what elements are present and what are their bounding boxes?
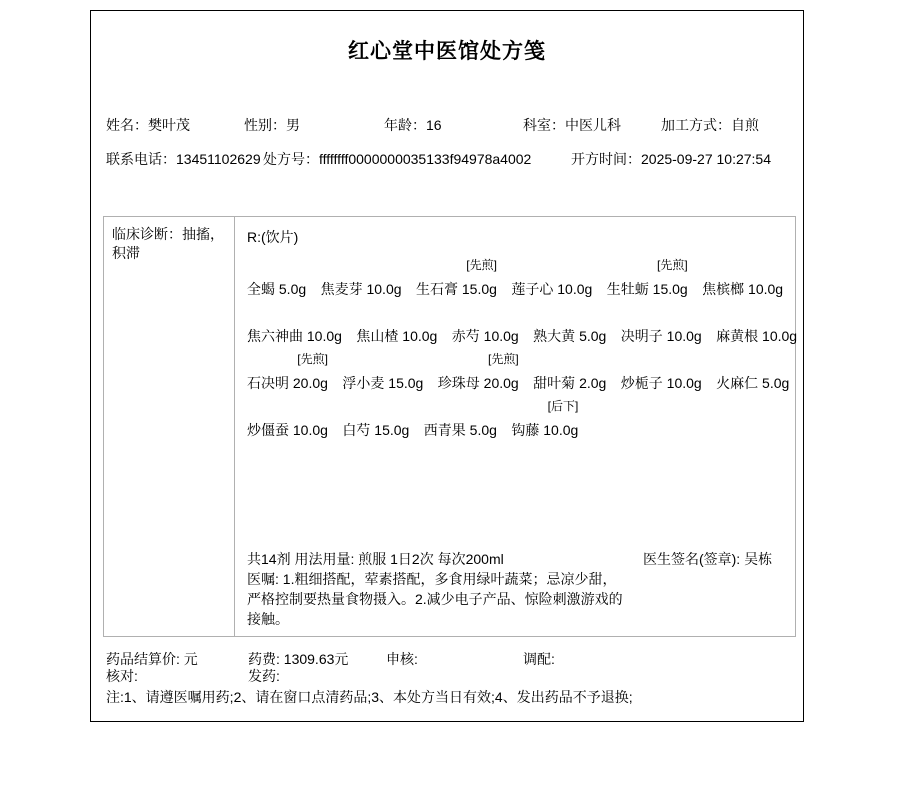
field-check bbox=[106, 668, 138, 684]
medicine-dose: 10.0g bbox=[402, 328, 438, 344]
field-value: 自煎 bbox=[731, 117, 759, 133]
decoction-note bbox=[702, 255, 783, 277]
clinical-diagnosis bbox=[104, 217, 235, 636]
field-value: 男 bbox=[286, 117, 300, 133]
medicine-list bbox=[247, 255, 807, 443]
doctor-name: 吴栋 bbox=[744, 551, 773, 567]
decoction-note bbox=[424, 396, 497, 418]
medicine-name: 麻黄根 bbox=[716, 328, 759, 344]
medicine-dose: 10.0g bbox=[366, 281, 402, 297]
field-value: 16 bbox=[426, 117, 442, 133]
medicine-name: 焦山楂 bbox=[356, 328, 399, 344]
decoction-note bbox=[716, 302, 797, 324]
field-value: 1309.63元 bbox=[283, 651, 349, 667]
field-age bbox=[384, 117, 442, 133]
medicine-item bbox=[342, 396, 409, 443]
doctor-advice: 医嘱: 1.粗细搭配，荤素搭配，多食用绿叶蔬菜；忌凉少甜，严格控制要热量食物摄入。2.减少电子产品、惊险刺激游戏的接触。 bbox=[247, 571, 623, 627]
medicine-item bbox=[247, 255, 306, 302]
decoction-note bbox=[452, 302, 519, 324]
medicine-name: 莲子心 bbox=[511, 281, 554, 297]
field-value: 2025-09-27 10:27:54 bbox=[641, 151, 771, 167]
medicine-dose: 10.0g bbox=[748, 281, 784, 297]
decoction-note bbox=[511, 255, 592, 277]
medicine-dose: 10.0g bbox=[483, 328, 519, 344]
field-dispense-prepare bbox=[523, 651, 555, 667]
field-dispense bbox=[248, 668, 280, 684]
page-title: 红心堂中医馆处方笺 bbox=[348, 40, 546, 63]
medicine-item bbox=[702, 255, 783, 302]
rx-cell bbox=[235, 217, 817, 636]
medicine-item bbox=[607, 255, 688, 302]
medicine-item bbox=[356, 302, 437, 349]
medicine-dose: 20.0g bbox=[483, 375, 519, 391]
field-label: 发药: bbox=[248, 668, 280, 684]
field-label: 科室： bbox=[523, 117, 565, 133]
field-phone bbox=[106, 151, 261, 167]
field-settlement-price bbox=[106, 651, 198, 667]
decoction-note: [先煎] bbox=[297, 352, 328, 366]
medicine-item bbox=[416, 255, 497, 302]
decoction-note bbox=[321, 255, 402, 277]
medicine-item bbox=[511, 255, 592, 302]
decoction-note bbox=[716, 349, 789, 371]
medicine-row bbox=[247, 349, 807, 396]
field-value: 13451102629 bbox=[176, 151, 261, 167]
medicine-dose: 10.0g bbox=[557, 281, 593, 297]
field-prescription-number bbox=[263, 151, 531, 167]
field-label: 处方号： bbox=[263, 151, 319, 167]
medicine-name: 炒栀子 bbox=[620, 375, 663, 391]
field-gender bbox=[244, 117, 300, 133]
medicine-name: 西青果 bbox=[423, 422, 466, 438]
medicine-dose: 20.0g bbox=[292, 375, 328, 391]
medicine-item bbox=[511, 396, 578, 443]
medicine-dose: 10.0g bbox=[762, 328, 798, 344]
decoction-note bbox=[342, 396, 409, 418]
decoction-note: [先煎] bbox=[488, 352, 519, 366]
rx-header: R:(饮片) bbox=[247, 229, 299, 245]
prescription-sheet bbox=[90, 10, 804, 722]
total-doses: 共14剂 bbox=[247, 551, 291, 567]
field-department bbox=[523, 117, 621, 133]
field-label: 开方时间： bbox=[571, 151, 641, 167]
medicine-name: 决明子 bbox=[620, 328, 663, 344]
doctor-signature-label: 医生签名(签章): bbox=[642, 551, 741, 567]
medicine-item bbox=[621, 349, 702, 396]
usage-line bbox=[247, 549, 807, 569]
diagnosis-value: 抽搐，积滞 bbox=[112, 226, 224, 261]
medicine-item bbox=[321, 255, 402, 302]
medicine-item bbox=[533, 302, 606, 349]
medicine-dose: 2.0g bbox=[579, 375, 607, 391]
medicine-name: 石决明 bbox=[247, 375, 289, 391]
field-label: 加工方式： bbox=[661, 117, 731, 133]
decoction-note: [先煎] bbox=[466, 258, 497, 272]
medicine-name: 浮小麦 bbox=[342, 375, 385, 391]
decoction-note bbox=[342, 349, 423, 371]
field-prescribe-time bbox=[571, 151, 771, 167]
field-label: 调配: bbox=[523, 651, 555, 667]
decoction-note bbox=[247, 302, 342, 324]
medicine-name: 生石膏 bbox=[415, 281, 458, 297]
medicine-dose: 5.0g bbox=[278, 281, 307, 297]
medicine-name: 火麻仁 bbox=[716, 375, 759, 391]
medicine-item bbox=[533, 349, 606, 396]
decoction-note bbox=[533, 302, 606, 324]
usage-value: 煎服 1日2次 每次200ml bbox=[358, 551, 504, 567]
field-value: ffffffff0000000035133f94978a4002 bbox=[319, 151, 532, 167]
decoction-note bbox=[247, 255, 306, 277]
decoction-note: [先煎] bbox=[657, 258, 688, 272]
field-value: 中医儿科 bbox=[565, 117, 621, 133]
usage-text bbox=[247, 549, 504, 569]
diagnosis-label: 临床诊断： bbox=[112, 226, 182, 242]
medicine-dose: 15.0g bbox=[388, 375, 424, 391]
medicine-item bbox=[247, 349, 328, 396]
medicine-item bbox=[716, 302, 797, 349]
medicine-name: 熟大黄 bbox=[533, 328, 576, 344]
doctor-signature bbox=[643, 549, 772, 569]
field-processing-method bbox=[661, 117, 759, 133]
medicine-name: 全蝎 bbox=[247, 281, 275, 297]
medicine-row bbox=[247, 396, 807, 443]
decoction-note bbox=[621, 302, 702, 324]
medicine-name: 焦槟榔 bbox=[702, 281, 745, 297]
medicine-dose: 10.0g bbox=[306, 328, 342, 344]
field-label: 核对: bbox=[106, 668, 138, 684]
medicine-dose: 10.0g bbox=[666, 375, 702, 391]
medicine-name: 炒僵蚕 bbox=[247, 422, 289, 438]
medicine-name: 钩藤 bbox=[511, 422, 540, 438]
field-review bbox=[386, 651, 418, 667]
field-label: 姓名： bbox=[106, 117, 148, 133]
medicine-item bbox=[424, 396, 497, 443]
medicine-name: 白芍 bbox=[342, 422, 371, 438]
field-label: 药品结算价: bbox=[106, 651, 180, 667]
medicine-dose: 15.0g bbox=[374, 422, 410, 438]
medicine-name: 甜叶菊 bbox=[533, 375, 576, 391]
footer-note: 注:1、请遵医嘱用药;2、请在窗口点清药品;3、本处方当日有效;4、发出药品不予退换; bbox=[106, 689, 633, 705]
medicine-name: 珍珠母 bbox=[437, 375, 480, 391]
medicine-row bbox=[247, 255, 807, 302]
rx-spacer bbox=[247, 443, 807, 549]
decoction-note bbox=[533, 349, 606, 371]
medicine-name: 焦麦芽 bbox=[320, 281, 363, 297]
prescription-table bbox=[103, 216, 796, 637]
medicine-item bbox=[247, 396, 328, 443]
medicine-dose: 5.0g bbox=[579, 328, 607, 344]
field-label: 年龄： bbox=[384, 117, 426, 133]
field-patient-name bbox=[106, 117, 190, 133]
field-label: 联系电话： bbox=[106, 151, 176, 167]
field-value: 樊叶茂 bbox=[148, 117, 190, 133]
medicine-dose: 10.0g bbox=[666, 328, 702, 344]
medicine-dose: 10.0g bbox=[292, 422, 328, 438]
medicine-item bbox=[452, 302, 519, 349]
medicine-item bbox=[342, 349, 423, 396]
medicine-dose: 15.0g bbox=[461, 281, 497, 297]
medicine-dose: 15.0g bbox=[652, 281, 688, 297]
medicine-name: 赤芍 bbox=[451, 328, 480, 344]
medicine-dose: 5.0g bbox=[762, 375, 790, 391]
medicine-item bbox=[621, 302, 702, 349]
medicine-item bbox=[247, 302, 342, 349]
field-label: 申核: bbox=[386, 651, 418, 667]
medicine-name: 生牡蛎 bbox=[606, 281, 649, 297]
decoction-note: [后下] bbox=[547, 399, 579, 413]
medicine-name: 焦六神曲 bbox=[247, 328, 303, 344]
medicine-dose: 10.0g bbox=[543, 422, 579, 438]
medicine-item bbox=[716, 349, 789, 396]
field-label: 性别： bbox=[244, 117, 286, 133]
medicine-item bbox=[438, 349, 519, 396]
field-value: 元 bbox=[183, 651, 198, 667]
decoction-note bbox=[356, 302, 437, 324]
field-label: 药费: bbox=[248, 651, 280, 667]
decoction-note bbox=[621, 349, 702, 371]
usage-label: 用法用量: bbox=[294, 551, 355, 567]
decoction-note bbox=[247, 396, 328, 418]
field-medicine-fee bbox=[248, 651, 348, 667]
medicine-row bbox=[247, 302, 807, 349]
medicine-dose: 5.0g bbox=[469, 422, 497, 438]
